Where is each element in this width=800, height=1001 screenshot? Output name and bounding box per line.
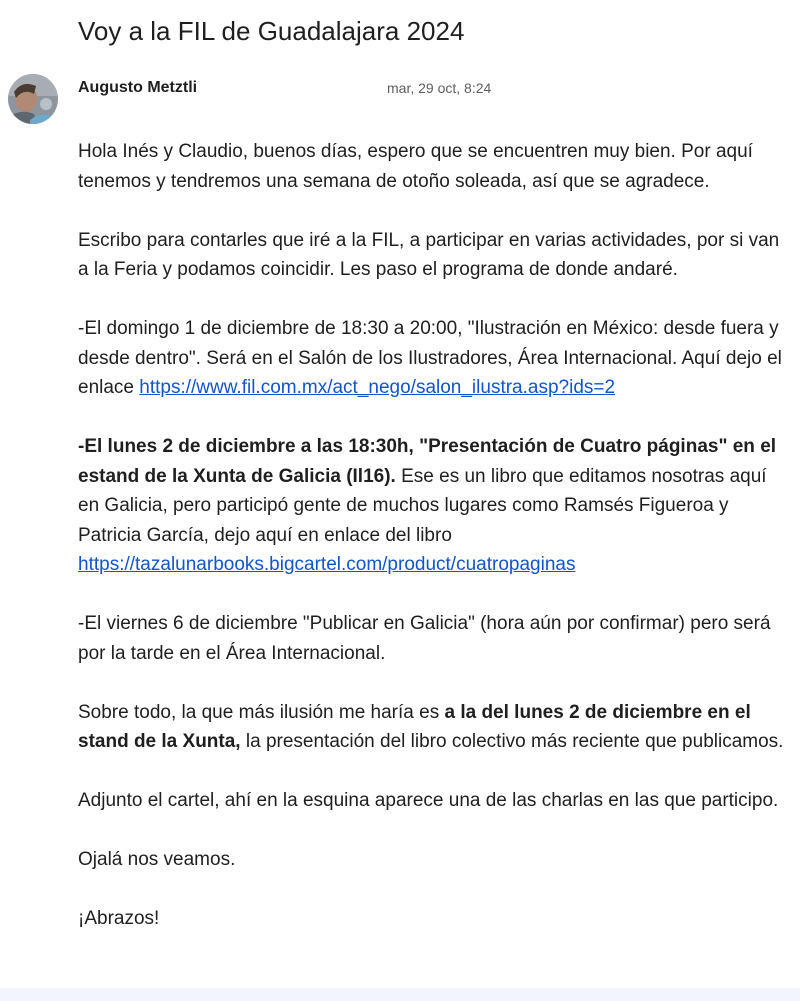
event-2-text: Ese es un libro que editamos nosotras aquí en Galicia, pero participó gente de muchos lugares como Ramsés Figueroa y Patricia García, dejo aquí en enlace del libro: [78, 465, 767, 546]
email-subject: Voy a la FIL de Guadalajara 2024: [78, 16, 465, 46]
body-paragraph: Escribo para contarles que iré a la FIL, a participar en varias actividades, por si van a la Feria y podamos coincidir. Les paso el programa de donde andaré.: [78, 229, 780, 280]
sender-avatar[interactable]: [8, 74, 58, 124]
book-link[interactable]: https://tazalunarbooks.bigcartel.com/product/cuatropaginas: [78, 554, 576, 575]
body-paragraph: Ojalá nos veamos.: [78, 849, 236, 870]
email-body: [78, 137, 790, 963]
body-paragraph: ¡Abrazos!: [78, 908, 160, 929]
body-paragraph: [78, 432, 790, 580]
avatar-photo: [8, 74, 58, 124]
sender-name: Augusto Metztli: [78, 79, 198, 96]
fil-salon-link[interactable]: https://www.fil.com.mx/act_nego/salon_ilustra.asp?ids=2: [139, 377, 616, 398]
body-paragraph: [78, 698, 790, 757]
body-paragraph: -El viernes 6 de diciembre "Publicar en Galicia" (hora aún por confirmar) pero será por la tarde en el Área Internacional.: [78, 613, 771, 664]
p6-highlight: a la del lunes 2 de diciembre en el stand de la Xunta,: [78, 701, 751, 752]
footer-band: [0, 988, 800, 1001]
p6-text-start: Sobre todo, la que más ilusión me haría es: [78, 701, 445, 723]
event-1-text: -El domingo 1 de diciembre de 18:30 a 20:00, "Ilustración en México: desde fuera y desde dentro". Será en el Salón de los Ilustradores, Área Internacional. Aquí dejo el enlace: [78, 318, 782, 398]
body-paragraph: Adjunto el cartel, ahí en la esquina aparece una de las charlas en las que participo.: [78, 790, 779, 811]
email-date: mar, 29 oct, 8:24: [387, 80, 492, 96]
body-paragraph: Hola Inés y Claudio, buenos días, espero que se encuentren muy bien. Por aquí tenemos y tendremos una semana de otoño soleada, así que se agradece.: [78, 141, 753, 192]
p6-text-end: la presentación del libro colectivo más reciente que publicamos.: [240, 731, 784, 752]
event-2-highlight: -El lunes 2 de diciembre a las 18:30h, "Presentación de Cuatro páginas" en el estand de la Xunta de Galicia (Il16).: [78, 436, 777, 487]
body-paragraph: [78, 314, 790, 403]
